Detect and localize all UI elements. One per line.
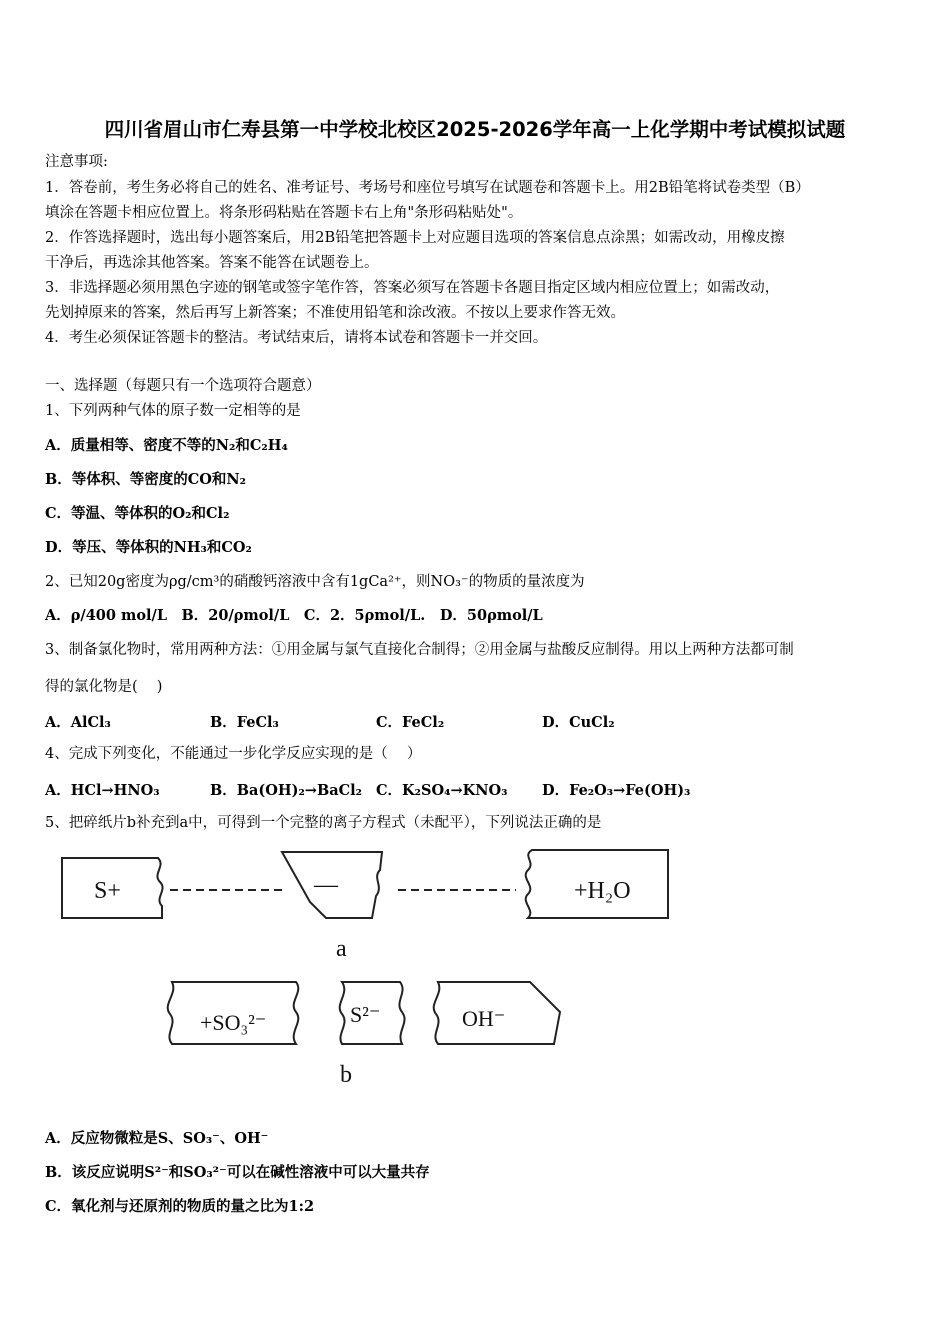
question-3-stem: 3、制备氯化物时，常用两种方法：①用金属与氯气直接化合制得；②用金属与盐酸反应制得。用以上两种方法都可制: [45, 642, 794, 658]
fragment-s-label: S+: [94, 878, 121, 904]
q5-option-a: A．反应物微粒是S、SO₃⁻、OH⁻: [45, 1130, 269, 1147]
notice-line: 3．非选择题必须用黑色字迹的钢笔或签字笔作答，答案必须写在答题卡各题目指定区域内相应位置上；如需改动，: [45, 280, 780, 296]
question-5-stem: 5、把碎纸片b补充到a中，可得到一个完整的离子方程式（未配平），下列说法正确的是: [45, 815, 602, 831]
q4-option-b: B．Ba(OH)₂→BaCl₂: [210, 782, 363, 799]
figure-label-a: a: [336, 936, 347, 962]
q5-option-c: C．氧化剂与还原剂的物质的量之比为1:2: [45, 1198, 315, 1215]
notice-line: 先划掉原来的答案，然后再写上新答案；不准使用铅笔和涂改液。不按以上要求作答无效。: [45, 305, 625, 321]
q5-option-b: B．该反应说明S²⁻和SO₃²⁻可以在碱性溶液中可以大量共存: [45, 1164, 430, 1181]
paper-fragments-figure: [60, 840, 680, 1090]
notice-heading: 注意事项:: [45, 154, 108, 170]
q3-option-b: B．FeCl₃: [210, 714, 279, 731]
q2-options: A．ρ/400 mol/L B．20/ρmol/L C．2．5ρmol/L. D．50ρmol/L: [45, 607, 543, 624]
q1-option-c: C．等温、等体积的O₂和Cl₂: [45, 505, 230, 522]
fragment-oh-label: OH⁻: [462, 1006, 506, 1031]
q4-option-d: D．Fe₂O₃→Fe(OH)₃: [542, 782, 691, 799]
q3-option-d: D．CuCl₂: [542, 714, 615, 731]
fragment-middle-label: —: [314, 872, 338, 898]
q1-option-b: B．等体积、等密度的CO和N₂: [45, 471, 247, 488]
section-heading: 一、选择题（每题只有一个选项符合题意）: [45, 378, 321, 394]
q3-option-c: C．FeCl₂: [376, 714, 445, 731]
question-2-stem: 2、已知20g密度为ρg/cm³的硝酸钙溶液中含有1gCa²⁺，则NO₃⁻的物质的量浓度为: [45, 574, 585, 590]
notice-line: 干净后，再选涂其他答案。答案不能答在试题卷上。: [45, 255, 379, 271]
notice-line: 2．作答选择题时，选出每小题答案后，用2B铅笔把答题卡上对应题目选项的答案信息点涂黑；如需改动，用橡皮擦: [45, 230, 785, 246]
q4-option-c: C．K₂SO₄→KNO₃: [376, 782, 508, 799]
notice-line: 1．答卷前，考生务必将自己的姓名、准考证号、考场号和座位号填写在试题卷和答题卡上。用2B铅笔将试卷类型（B）: [45, 180, 810, 196]
fragment-h2o-label: +H₂O: [574, 878, 631, 904]
fragment-s2-label: S²⁻: [350, 1002, 381, 1027]
question-3-stem-cont: 得的氯化物是( ): [45, 679, 163, 695]
q1-option-d: D．等压、等体积的NH₃和CO₂: [45, 539, 252, 556]
q3-option-a: A．AlCl₃: [45, 714, 111, 731]
notice-line: 填涂在答题卡相应位置上。将条形码粘贴在答题卡右上角"条形码粘贴处"。: [45, 205, 523, 221]
question-1-stem: 1、下列两种气体的原子数一定相等的是: [45, 403, 301, 419]
q1-option-a: A．质量相等、密度不等的N₂和C₂H₄: [45, 437, 288, 454]
question-4-stem: 4、完成下列变化，不能通过一步化学反应实现的是（ ）: [45, 746, 422, 762]
q4-option-a: A．HCl→HNO₃: [45, 782, 160, 799]
page-title: 四川省眉山市仁寿县第一中学校北校区2025-2026学年高一上化学期中考试模拟试题: [104, 118, 846, 141]
figure-label-b: b: [340, 1062, 352, 1088]
notice-line: 4．考生必须保证答题卡的整洁。考试结束后，请将本试卷和答题卡一并交回。: [45, 330, 548, 346]
fragment-so3-label: +SO₃²⁻: [200, 1010, 267, 1035]
